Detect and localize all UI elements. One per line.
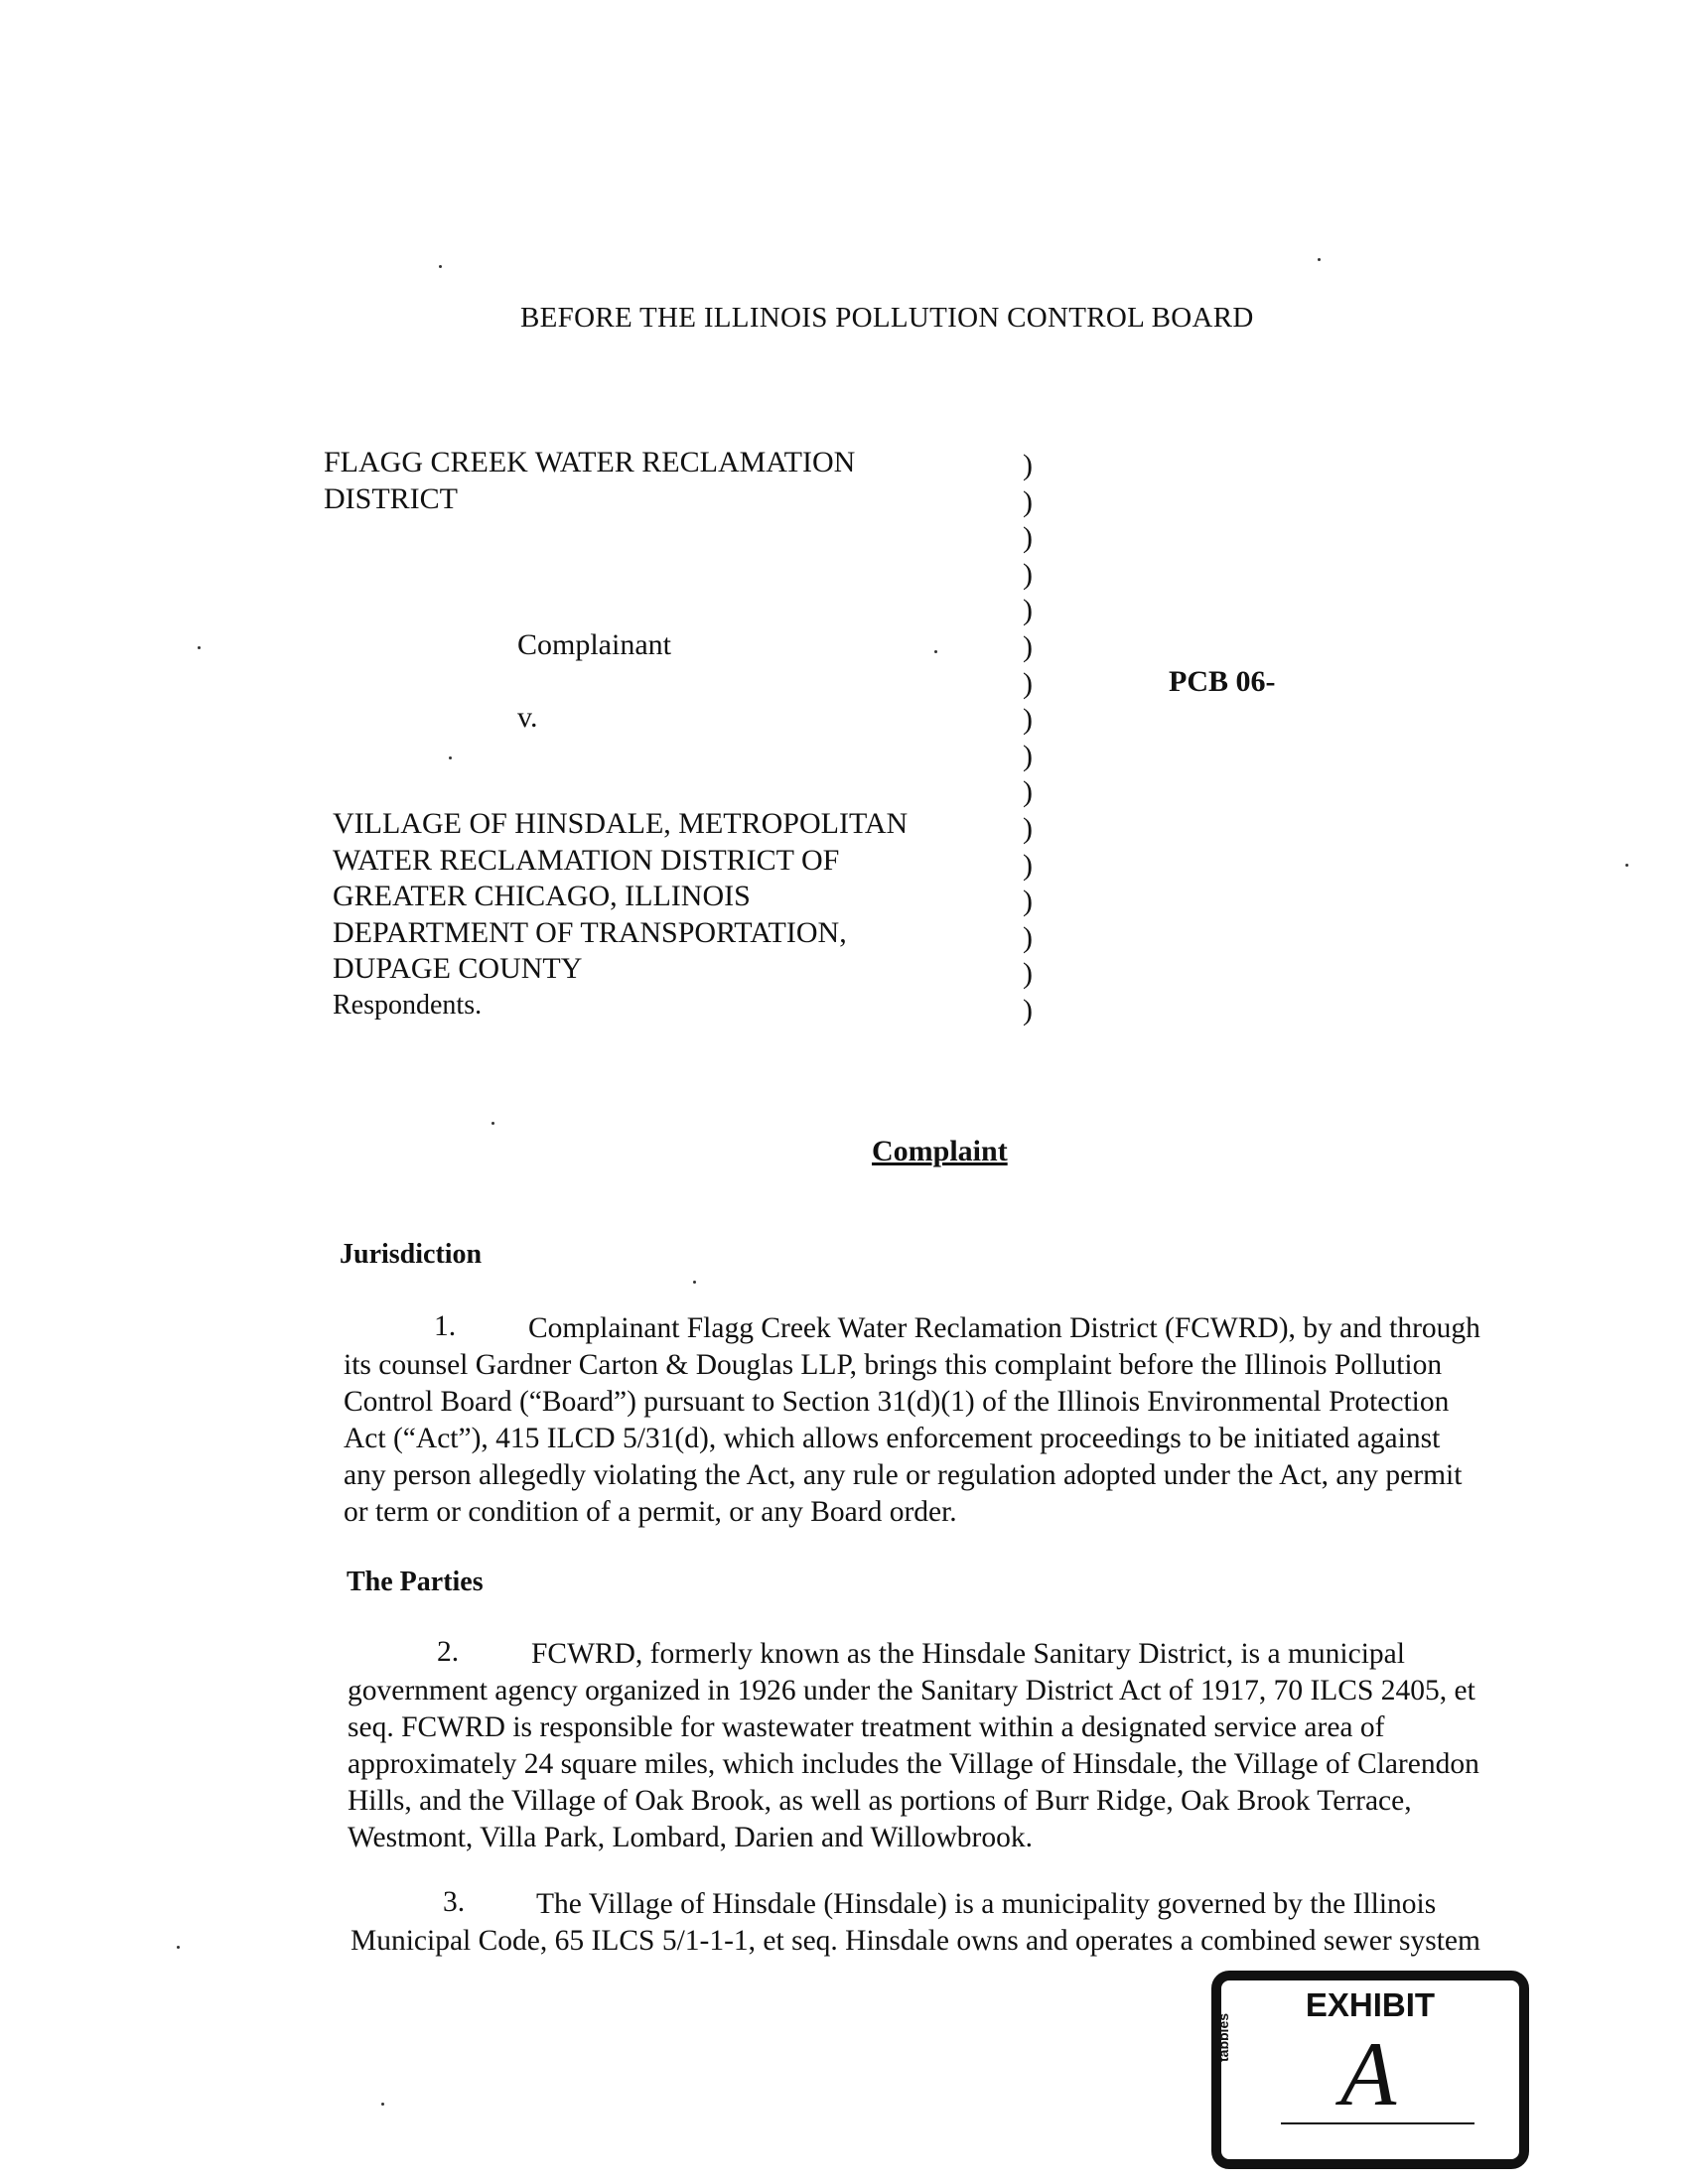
versus-label: v. — [517, 701, 538, 734]
document-title: Complaint — [872, 1135, 1008, 1167]
case-number: PCB 06- — [1169, 665, 1276, 698]
caption-bracket — [1023, 448, 1052, 1029]
respondent-line: DUPAGE COUNTY — [333, 952, 583, 985]
scan-speck — [1625, 864, 1628, 867]
paragraph-line: Act (“Act”), 415 ILCD 5/31(d), which allows enforcement proceedings to be initiated against — [344, 1423, 1441, 1454]
scan-speck — [491, 1122, 494, 1125]
paragraph-3 — [351, 1886, 1557, 1960]
paren: ) — [1023, 885, 1033, 918]
scan-speck — [198, 646, 201, 649]
respondent-line: VILLAGE OF HINSDALE, METROPOLITAN — [333, 807, 909, 840]
paren: ) — [1023, 739, 1033, 772]
scan-speck — [934, 650, 937, 653]
paren: ) — [1023, 993, 1033, 1026]
stamp-brand: tabbles — [1215, 2012, 1231, 2062]
respondents-block — [333, 806, 908, 1024]
paragraph-line: seq. FCWRD is responsible for wastewater treatment within a designated service area of — [348, 1711, 1385, 1743]
paragraph-number: 2. — [437, 1636, 460, 1668]
paren: ) — [1023, 703, 1033, 737]
paren: ) — [1023, 666, 1033, 700]
paren: ) — [1023, 484, 1033, 518]
paragraph-line: The Village of Hinsdale (Hinsdale) is a municipality governed by the Illinois — [536, 1888, 1437, 1920]
paragraph-line: Municipal Code, 65 ILCS 5/1-1-1, et seq. Hinsdale owns and operates a combined sewer system — [351, 1925, 1480, 1957]
paren: ) — [1023, 811, 1033, 845]
paragraph-line: Hills, and the Village of Oak Brook, as well as portions of Burr Ridge, Oak Brook Terrace, — [348, 1785, 1412, 1817]
paragraph-1 — [344, 1310, 1550, 1531]
scan-speck — [381, 2103, 384, 2106]
paragraph-line: government agency organized in 1926 under the Sanitary District Act of 1917, 70 ILCS 2405, et — [348, 1675, 1475, 1706]
paragraph-line: its counsel Gardner Carton & Douglas LLP, brings this complaint before the Illinois Pollution — [344, 1349, 1443, 1381]
scan-speck — [449, 756, 452, 759]
paragraph-line: any person allegedly violating the Act, any rule or regulation adopted under the Act, any permit — [344, 1459, 1463, 1491]
paren: ) — [1023, 449, 1033, 481]
paragraph-line: FCWRD, formerly known as the Hinsdale Sanitary District, is a municipal — [531, 1638, 1405, 1670]
paragraph-line: Control Board (“Board”) pursuant to Section 31(d)(1) of the Illinois Environmental Protection — [344, 1386, 1450, 1418]
complainant-line: FLAGG CREEK WATER RECLAMATION — [324, 446, 856, 478]
respondent-line: WATER RECLAMATION DISTRICT OF — [333, 843, 840, 877]
scan-speck — [693, 1281, 696, 1284]
paren: ) — [1023, 920, 1033, 954]
scan-speck — [1318, 258, 1321, 261]
paragraph-line: or term or condition of a permit, or any Board order. — [344, 1496, 957, 1528]
exhibit-stamp — [1211, 1971, 1529, 2169]
paragraph-2 — [348, 1636, 1554, 1856]
paren: ) — [1023, 629, 1033, 663]
paragraph-number: 1. — [434, 1310, 457, 1342]
respondent-line: DEPARTMENT OF TRANSPORTATION, — [333, 915, 847, 949]
stamp-title: EXHIBIT — [1305, 1986, 1436, 2023]
paren: ) — [1023, 594, 1033, 627]
paragraph-number: 3. — [443, 1886, 466, 1918]
paren: ) — [1023, 957, 1033, 991]
paragraph-line: Westmont, Villa Park, Lombard, Darien and Willowbrook. — [348, 1822, 1033, 1853]
exhibit-letter: A — [1340, 2023, 1397, 2124]
paren: ) — [1023, 521, 1033, 555]
complainant-role: Complainant — [517, 628, 671, 661]
paren: ) — [1023, 557, 1033, 591]
paren: ) — [1023, 848, 1033, 882]
section-heading-jurisdiction: Jurisdiction — [340, 1239, 483, 1270]
complainant-line: DISTRICT — [324, 482, 458, 515]
respondent-line: GREATER CHICAGO, ILLINOIS — [333, 880, 751, 912]
court-heading: BEFORE THE ILLINOIS POLLUTION CONTROL BOARD — [520, 302, 1254, 334]
stamp-signature-line — [1281, 2122, 1474, 2124]
paragraph-line: Complainant Flagg Creek Water Reclamation District (FCWRD), by and through — [528, 1312, 1480, 1344]
section-heading-parties: The Parties — [347, 1567, 484, 1597]
paragraph-line: approximately 24 square miles, which includes the Village of Hinsdale, the Village of Clarendon — [348, 1748, 1479, 1780]
respondent-line: Respondents. — [333, 989, 483, 1021]
scan-speck — [439, 265, 442, 268]
paren: ) — [1023, 775, 1033, 809]
scan-speck — [177, 1946, 180, 1949]
complainant-name — [324, 444, 855, 517]
